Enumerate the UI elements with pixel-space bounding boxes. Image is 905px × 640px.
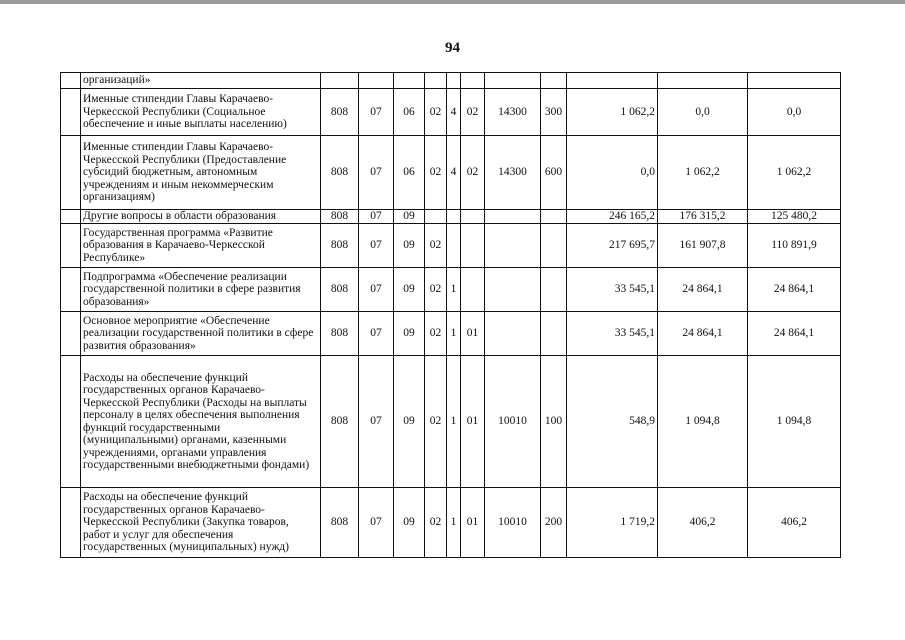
code-section: 07	[359, 268, 394, 312]
code-section: 07	[359, 356, 394, 488]
page-number: 94	[445, 40, 460, 56]
code-subsection: 06	[394, 89, 425, 136]
code-section: 07	[359, 312, 394, 356]
amount-year-3: 406,2	[748, 488, 841, 558]
code-subprogram: 4	[447, 136, 461, 210]
code-subsection: 09	[394, 356, 425, 488]
row-description: Основное мероприятие «Обеспечение реализации государственной политики в сфере развития образования»	[81, 312, 321, 356]
amount-year-3: 110 891,9	[748, 224, 841, 268]
row-marker-cell	[61, 312, 81, 356]
code-program: 02	[425, 136, 447, 210]
budget-table	[60, 72, 841, 558]
code-event	[461, 224, 485, 268]
code-subsection: 09	[394, 224, 425, 268]
code-subsection: 09	[394, 312, 425, 356]
amount-year-2: 176 315,2	[658, 210, 748, 224]
code-expense-type: 300	[541, 89, 567, 136]
code-grbs	[321, 73, 359, 89]
row-marker-cell	[61, 488, 81, 558]
code-event	[461, 268, 485, 312]
code-program: 02	[425, 312, 447, 356]
code-expense-type	[541, 73, 567, 89]
code-direction: 10010	[485, 488, 541, 558]
code-grbs: 808	[321, 312, 359, 356]
row-marker-cell	[61, 89, 81, 136]
code-direction: 14300	[485, 136, 541, 210]
amount-year-3: 1 094,8	[748, 356, 841, 488]
row-marker-cell	[61, 136, 81, 210]
code-event: 01	[461, 312, 485, 356]
amount-year-1: 548,9	[567, 356, 658, 488]
amount-year-3	[748, 73, 841, 89]
amount-year-1	[567, 73, 658, 89]
code-expense-type: 600	[541, 136, 567, 210]
code-subprogram: 1	[447, 312, 461, 356]
code-section: 07	[359, 210, 394, 224]
table-row	[61, 488, 841, 558]
amount-year-3: 24 864,1	[748, 312, 841, 356]
code-direction	[485, 224, 541, 268]
row-marker-cell	[61, 268, 81, 312]
code-subprogram	[447, 210, 461, 224]
code-subsection	[394, 73, 425, 89]
code-subprogram: 1	[447, 356, 461, 488]
code-subprogram	[447, 73, 461, 89]
code-event: 02	[461, 89, 485, 136]
code-direction	[485, 312, 541, 356]
row-description: Именные стипендии Главы Карачаево-Черкесской Республики (Предоставление субсидий бюджетным, автономным учреждениям и иным некоммерческим организациям)	[81, 136, 321, 210]
row-description: Расходы на обеспечение функций государственных органов Карачаево-Черкесской Республики (Закупка товаров, работ и услуг для обеспечения государственных (муниципальных) нужд)	[81, 488, 321, 558]
amount-year-2: 1 094,8	[658, 356, 748, 488]
table-row	[61, 224, 841, 268]
amount-year-1: 0,0	[567, 136, 658, 210]
amount-year-3: 24 864,1	[748, 268, 841, 312]
row-marker-cell	[61, 210, 81, 224]
code-grbs: 808	[321, 210, 359, 224]
row-marker-cell	[61, 224, 81, 268]
code-direction	[485, 73, 541, 89]
code-event	[461, 73, 485, 89]
table-row	[61, 312, 841, 356]
code-grbs: 808	[321, 89, 359, 136]
code-section: 07	[359, 89, 394, 136]
row-description: организаций»	[81, 73, 321, 89]
amount-year-2	[658, 73, 748, 89]
code-program: 02	[425, 224, 447, 268]
code-event: 02	[461, 136, 485, 210]
code-direction: 10010	[485, 356, 541, 488]
amount-year-2: 24 864,1	[658, 312, 748, 356]
row-description: Государственная программа «Развитие образования в Карачаево-Черкесской Республике»	[81, 224, 321, 268]
code-grbs: 808	[321, 224, 359, 268]
table-row	[61, 136, 841, 210]
row-description: Другие вопросы в области образования	[81, 210, 321, 224]
code-event	[461, 210, 485, 224]
code-section: 07	[359, 488, 394, 558]
row-description: Расходы на обеспечение функций государственных органов Карачаево-Черкесской Республики (Расходы на выплаты персоналу в целях обеспечения выполнения функций государственными (муниципальными) органами, казенными учреждениями, органами управления государственными внебюджетными фондами)	[81, 356, 321, 488]
amount-year-3: 125 480,2	[748, 210, 841, 224]
code-expense-type	[541, 268, 567, 312]
code-event: 01	[461, 356, 485, 488]
amount-year-3: 1 062,2	[748, 136, 841, 210]
code-grbs: 808	[321, 268, 359, 312]
amount-year-2: 406,2	[658, 488, 748, 558]
code-expense-type	[541, 312, 567, 356]
table-row	[61, 73, 841, 89]
code-section	[359, 73, 394, 89]
scan-top-edge	[0, 0, 905, 4]
table-row	[61, 268, 841, 312]
row-marker-cell	[61, 356, 81, 488]
amount-year-1: 217 695,7	[567, 224, 658, 268]
amount-year-1: 246 165,2	[567, 210, 658, 224]
amount-year-1: 33 545,1	[567, 312, 658, 356]
row-description: Именные стипендии Главы Карачаево-Черкесской Республики (Социальное обеспечение и иные выплаты населению)	[81, 89, 321, 136]
code-direction	[485, 210, 541, 224]
code-program	[425, 73, 447, 89]
code-grbs: 808	[321, 356, 359, 488]
amount-year-1: 1 062,2	[567, 89, 658, 136]
row-marker-cell	[61, 73, 81, 89]
amount-year-2: 24 864,1	[658, 268, 748, 312]
code-expense-type: 200	[541, 488, 567, 558]
row-description: Подпрограмма «Обеспечение реализации государственной политики в сфере развития образования»	[81, 268, 321, 312]
amount-year-2: 0,0	[658, 89, 748, 136]
code-subsection: 09	[394, 488, 425, 558]
code-expense-type	[541, 210, 567, 224]
code-subsection: 09	[394, 268, 425, 312]
code-program: 02	[425, 268, 447, 312]
code-subsection: 06	[394, 136, 425, 210]
code-grbs: 808	[321, 136, 359, 210]
table-row	[61, 356, 841, 488]
code-subprogram	[447, 224, 461, 268]
amount-year-3: 0,0	[748, 89, 841, 136]
code-expense-type: 100	[541, 356, 567, 488]
code-subprogram: 1	[447, 268, 461, 312]
code-section: 07	[359, 136, 394, 210]
amount-year-1: 33 545,1	[567, 268, 658, 312]
table-row	[61, 89, 841, 136]
code-subsection: 09	[394, 210, 425, 224]
code-event: 01	[461, 488, 485, 558]
code-grbs: 808	[321, 488, 359, 558]
code-subprogram: 1	[447, 488, 461, 558]
table-row	[61, 210, 841, 224]
code-section: 07	[359, 224, 394, 268]
code-program	[425, 210, 447, 224]
code-direction	[485, 268, 541, 312]
amount-year-1: 1 719,2	[567, 488, 658, 558]
code-program: 02	[425, 356, 447, 488]
code-program: 02	[425, 89, 447, 136]
amount-year-2: 1 062,2	[658, 136, 748, 210]
code-subprogram: 4	[447, 89, 461, 136]
code-expense-type	[541, 224, 567, 268]
code-program: 02	[425, 488, 447, 558]
code-direction: 14300	[485, 89, 541, 136]
amount-year-2: 161 907,8	[658, 224, 748, 268]
